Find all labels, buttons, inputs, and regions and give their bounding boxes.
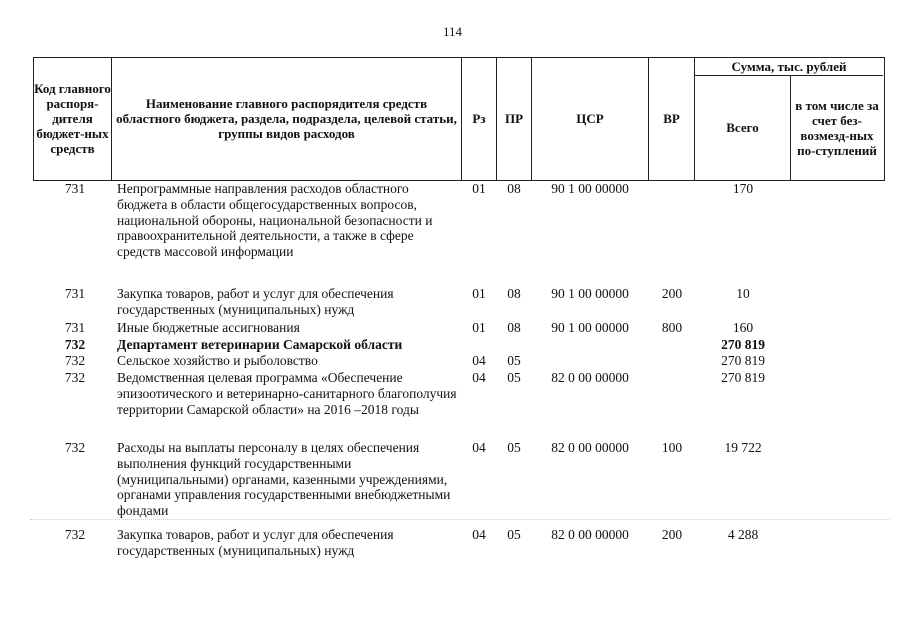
header-bezvozm: в том числе за счет без-возмезд-ных по-ступлений: [795, 97, 879, 158]
cell-vr: 100: [661, 440, 683, 455]
cell-name: Сельское хозяйство и рыболовство: [117, 353, 318, 368]
cell-csr: 90 1 00 00000: [551, 181, 629, 196]
cell-sum: 10: [736, 286, 750, 301]
cell-kod: 732: [64, 440, 86, 455]
cell-rz: 04: [472, 527, 486, 542]
header-rz: Рз: [472, 111, 486, 126]
cell-pr: 08: [507, 286, 521, 301]
cell-sum: 4 288: [727, 527, 759, 542]
cell-sum: 270 819: [721, 370, 765, 385]
cell-pr: 05: [507, 440, 521, 455]
cell-pr: 05: [507, 370, 521, 385]
cell-name: Закупка товаров, работ и услуг для обеспечения государственных (муниципальных) нужд: [117, 527, 394, 558]
cell-csr: 90 1 00 00000: [551, 320, 629, 335]
header-sum-group: Сумма, тыс. рублей: [731, 59, 847, 74]
cell-csr: 82 0 00 00000: [551, 370, 629, 385]
header-csr: ЦСР: [576, 111, 604, 126]
cell-csr: 82 0 00 00000: [551, 527, 629, 542]
header-kod: Код главного распоря-дителя бюджет-ных средств: [34, 81, 111, 156]
cell-sum: 270 819: [721, 337, 765, 352]
cell-rz: 04: [472, 370, 486, 385]
cell-kod: 732: [64, 337, 86, 352]
cell-pr: 05: [507, 353, 521, 368]
header-name: Наименование главного распорядителя средств областного бюджета, раздела, подраздела, целевой статьи, группы видов расходов: [116, 96, 457, 141]
cell-name: Иные бюджетные ассигнования: [117, 320, 300, 335]
cell-name: Расходы на выплаты персоналу в целях обеспечения выполнения функций государственными (муниципальными) органами, казенными учреждениями, органами управления государственными внебюджетными фондами: [117, 440, 451, 519]
cell-name: Департамент ветеринарии Самарской области: [117, 337, 403, 352]
header-vsego: Всего: [726, 120, 759, 135]
cell-pr: 08: [507, 181, 521, 196]
scan-artifact-line: [30, 519, 890, 520]
cell-rz: 04: [472, 440, 486, 455]
cell-sum: 170: [732, 181, 754, 196]
header-vr: ВР: [663, 111, 680, 126]
header-pr: ПР: [504, 111, 524, 126]
cell-sum: 270 819: [721, 353, 765, 368]
cell-vr: 200: [661, 527, 683, 542]
cell-vr: 200: [661, 286, 683, 301]
cell-csr: 90 1 00 00000: [551, 286, 629, 301]
cell-name: Непрограммные направления расходов областного бюджета в области общегосударственных вопросов, национальной обороны, национальной безопасности и правоохранительной деятельности, а также в сфере средств массовой информации: [117, 181, 433, 260]
cell-rz: 01: [472, 286, 486, 301]
cell-sum: 19 722: [724, 440, 762, 455]
cell-kod: 732: [64, 353, 86, 368]
cell-kod: 732: [64, 527, 86, 542]
cell-pr: 05: [507, 527, 521, 542]
cell-name: Закупка товаров, работ и услуг для обеспечения государственных (муниципальных) нужд: [117, 286, 394, 317]
cell-rz: 01: [472, 320, 486, 335]
cell-rz: 04: [472, 353, 486, 368]
cell-csr: 82 0 00 00000: [551, 440, 629, 455]
cell-pr: 08: [507, 320, 521, 335]
cell-rz: 01: [472, 181, 486, 196]
cell-kod: 731: [64, 286, 86, 301]
cell-kod: 732: [64, 370, 86, 385]
cell-kod: 731: [64, 320, 86, 335]
cell-name: Ведомственная целевая программа «Обеспечение эпизоотического и ветеринарно-санитарного благополучия территории Самарской области» на 2016 –2018 годы: [117, 370, 457, 417]
cell-kod: 731: [64, 181, 86, 196]
cell-vr: 800: [661, 320, 683, 335]
page-number: 114: [442, 24, 463, 39]
cell-sum: 160: [732, 320, 754, 335]
